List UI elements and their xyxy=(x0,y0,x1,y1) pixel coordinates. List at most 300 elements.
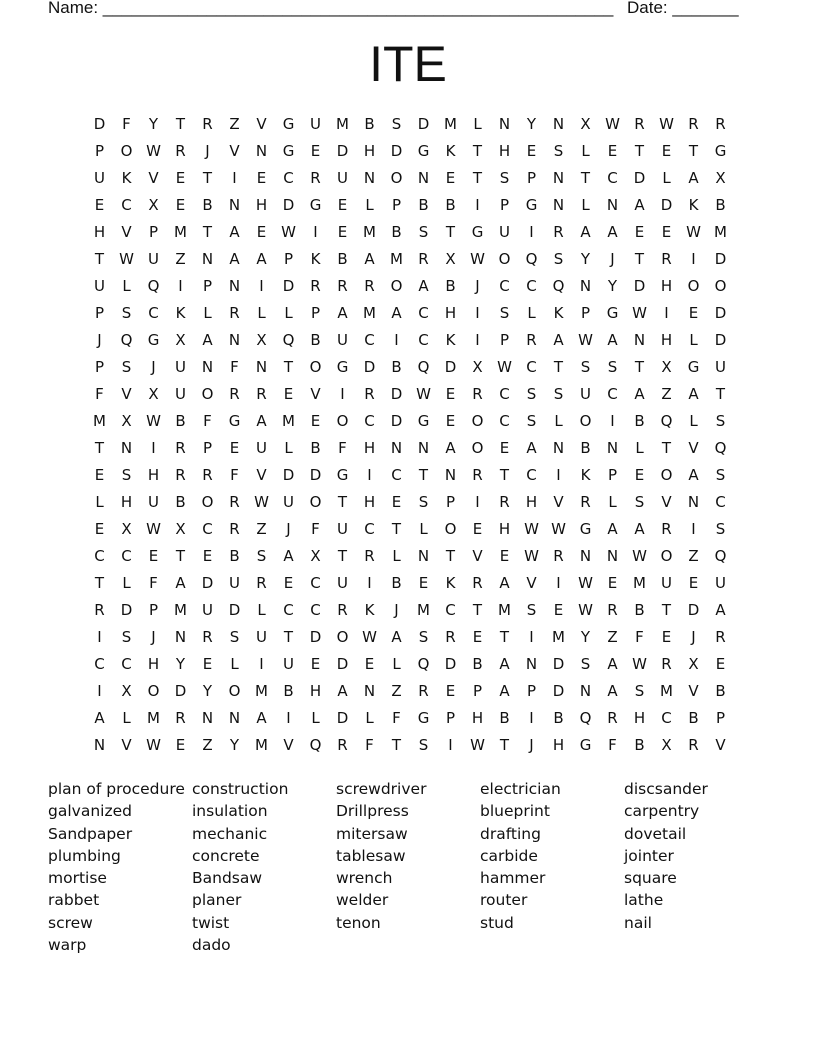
grid-letter: P xyxy=(202,277,213,295)
grid-letter: D xyxy=(336,142,349,160)
grid-letter: B xyxy=(202,196,213,214)
grid-letter: F xyxy=(149,574,158,592)
grid-letter: N xyxy=(228,277,241,295)
grid-letter: R xyxy=(715,115,726,133)
grid-letter: F xyxy=(122,115,131,133)
grid-letter: V xyxy=(121,223,132,241)
grid-letter: R xyxy=(661,655,672,673)
grid-letter: A xyxy=(688,385,699,403)
grid-letter: D xyxy=(714,331,727,349)
grid-letter: E xyxy=(94,466,105,484)
grid-letter: E xyxy=(526,142,537,160)
grid-letter: L xyxy=(392,655,401,673)
grid-letter: G xyxy=(417,412,430,430)
grid-letter: P xyxy=(499,196,510,214)
grid-letter: N xyxy=(174,628,187,646)
grid-letter: H xyxy=(660,277,673,295)
grid-letter: C xyxy=(310,601,321,619)
grid-letter: M xyxy=(255,682,268,700)
grid-letter: Q xyxy=(525,250,538,268)
grid-letter: G xyxy=(471,223,484,241)
grid-letter: A xyxy=(634,196,645,214)
grid-letter: T xyxy=(472,142,483,160)
word-list-item: welder xyxy=(336,891,389,910)
grid-letter: W xyxy=(605,115,620,133)
grid-letter: I xyxy=(475,304,480,322)
grid-letter: Y xyxy=(175,655,186,673)
grid-letter: O xyxy=(228,682,241,700)
grid-letter: C xyxy=(94,655,105,673)
word-list-item: mitersaw xyxy=(336,824,408,843)
grid-letter: U xyxy=(499,223,510,241)
grid-letter: B xyxy=(391,223,402,241)
grid-letter: N xyxy=(363,169,376,187)
grid-letter: I xyxy=(286,709,291,727)
grid-letter: M xyxy=(93,412,106,430)
grid-letter: M xyxy=(363,304,376,322)
grid-letter: G xyxy=(282,115,295,133)
grid-letter: L xyxy=(473,115,482,133)
grid-letter: R xyxy=(256,385,267,403)
grid-letter: I xyxy=(394,331,399,349)
grid-letter: K xyxy=(175,304,186,322)
grid-letter: F xyxy=(203,412,212,430)
grid-letter: N xyxy=(255,142,268,160)
grid-letter: E xyxy=(688,304,699,322)
word-search-grid xyxy=(86,114,734,762)
grid-letter: S xyxy=(256,547,267,565)
grid-letter: H xyxy=(633,709,646,727)
grid-letter: W xyxy=(146,520,161,538)
grid-letter: D xyxy=(444,655,457,673)
grid-letter: J xyxy=(529,736,534,754)
grid-letter: U xyxy=(202,601,213,619)
grid-letter: U xyxy=(256,439,267,457)
word-list-item: dado xyxy=(192,936,231,955)
grid-letter: R xyxy=(364,385,375,403)
grid-letter: E xyxy=(337,196,348,214)
grid-letter: O xyxy=(660,466,673,484)
grid-letter: I xyxy=(475,196,480,214)
grid-letter: W xyxy=(146,142,161,160)
grid-letter: G xyxy=(714,142,727,160)
grid-letter: P xyxy=(94,304,105,322)
grid-letter: A xyxy=(607,331,618,349)
grid-letter: P xyxy=(445,493,456,511)
grid-letter: C xyxy=(499,412,510,430)
grid-letter: G xyxy=(228,412,241,430)
grid-letter: R xyxy=(337,601,348,619)
grid-letter: A xyxy=(499,574,510,592)
grid-letter: E xyxy=(688,574,699,592)
grid-letter: I xyxy=(367,466,372,484)
grid-letter: B xyxy=(445,196,456,214)
grid-letter: M xyxy=(390,250,403,268)
grid-letter: E xyxy=(607,142,618,160)
grid-letter: W xyxy=(416,385,431,403)
grid-letter: S xyxy=(418,223,429,241)
grid-letter: S xyxy=(553,142,564,160)
grid-letter: N xyxy=(579,547,592,565)
grid-letter: K xyxy=(580,466,591,484)
grid-letter: K xyxy=(310,250,321,268)
grid-letter: C xyxy=(364,520,375,538)
grid-letter: E xyxy=(364,655,375,673)
grid-letter: S xyxy=(553,250,564,268)
grid-letter: J xyxy=(475,277,480,295)
grid-letter: E xyxy=(499,439,510,457)
word-list-item: lathe xyxy=(624,891,664,910)
grid-letter: I xyxy=(475,331,480,349)
word-list-item: wrench xyxy=(336,869,393,888)
grid-letter: W xyxy=(119,250,134,268)
grid-letter: D xyxy=(390,412,403,430)
grid-letter: L xyxy=(311,709,320,727)
grid-letter: E xyxy=(175,169,186,187)
grid-letter: E xyxy=(310,655,321,673)
grid-letter: F xyxy=(338,439,347,457)
grid-letter: W xyxy=(578,331,593,349)
grid-letter: X xyxy=(121,682,132,700)
grid-letter: C xyxy=(499,385,510,403)
grid-letter: I xyxy=(97,628,102,646)
word-list-item: drafting xyxy=(480,824,541,843)
grid-letter: I xyxy=(97,682,102,700)
grid-letter: V xyxy=(553,493,564,511)
grid-letter: S xyxy=(526,412,537,430)
grid-letter: X xyxy=(445,250,456,268)
grid-letter: D xyxy=(390,385,403,403)
grid-letter: A xyxy=(445,439,456,457)
grid-letter: K xyxy=(445,142,456,160)
grid-letter: O xyxy=(498,250,511,268)
grid-letter: R xyxy=(175,142,186,160)
grid-letter: Z xyxy=(175,250,186,268)
grid-letter: B xyxy=(391,358,402,376)
word-list-item: screw xyxy=(48,913,93,932)
grid-letter: W xyxy=(254,493,269,511)
grid-letter: B xyxy=(445,277,456,295)
grid-letter: X xyxy=(472,358,483,376)
grid-letter: N xyxy=(579,277,592,295)
grid-letter: D xyxy=(633,277,646,295)
date-field-label: Date: _______ xyxy=(627,0,739,17)
grid-letter: O xyxy=(390,277,403,295)
grid-letter: I xyxy=(232,169,237,187)
grid-letter: R xyxy=(202,628,213,646)
grid-letter: R xyxy=(310,277,321,295)
grid-letter: L xyxy=(122,277,131,295)
grid-letter: J xyxy=(691,628,696,646)
grid-letter: A xyxy=(499,655,510,673)
grid-letter: I xyxy=(178,277,183,295)
grid-letter: P xyxy=(283,250,294,268)
grid-letter: Y xyxy=(229,736,240,754)
grid-letter: L xyxy=(122,574,131,592)
grid-letter: M xyxy=(417,601,430,619)
grid-letter: H xyxy=(255,196,268,214)
grid-letter: T xyxy=(634,358,645,376)
grid-letter: T xyxy=(499,628,510,646)
grid-letter: G xyxy=(579,736,592,754)
grid-letter: C xyxy=(202,520,213,538)
grid-letter: E xyxy=(607,574,618,592)
grid-letter: R xyxy=(229,520,240,538)
grid-letter: R xyxy=(607,709,618,727)
grid-letter: C xyxy=(121,196,132,214)
grid-letter: N xyxy=(552,169,565,187)
grid-letter: X xyxy=(148,385,159,403)
grid-letter: T xyxy=(445,223,456,241)
grid-letter: M xyxy=(282,412,295,430)
grid-letter: K xyxy=(364,601,375,619)
grid-letter: P xyxy=(526,682,537,700)
grid-letter: N xyxy=(579,682,592,700)
grid-letter: J xyxy=(610,250,615,268)
grid-letter: W xyxy=(659,115,674,133)
grid-letter: R xyxy=(310,169,321,187)
grid-letter: R xyxy=(688,115,699,133)
header xyxy=(48,0,748,22)
grid-letter: V xyxy=(256,115,267,133)
grid-letter: E xyxy=(445,169,456,187)
grid-letter: L xyxy=(284,304,293,322)
grid-letter: E xyxy=(445,412,456,430)
grid-letter: W xyxy=(146,736,161,754)
grid-letter: A xyxy=(256,250,267,268)
grid-letter: G xyxy=(606,304,619,322)
grid-letter: K xyxy=(445,331,456,349)
grid-letter: V xyxy=(121,385,132,403)
grid-letter: A xyxy=(202,331,213,349)
grid-letter: N xyxy=(444,466,457,484)
word-list-item: plan of procedure xyxy=(48,780,185,798)
grid-letter: M xyxy=(498,601,511,619)
grid-letter: T xyxy=(202,223,213,241)
grid-letter: S xyxy=(715,520,726,538)
grid-letter: C xyxy=(607,169,618,187)
grid-letter: S xyxy=(121,466,132,484)
grid-letter: G xyxy=(687,358,700,376)
grid-letter: J xyxy=(151,628,156,646)
grid-letter: C xyxy=(283,601,294,619)
grid-letter: D xyxy=(282,196,295,214)
grid-letter: S xyxy=(418,736,429,754)
grid-letter: E xyxy=(283,385,294,403)
grid-letter: I xyxy=(367,574,372,592)
grid-letter: E xyxy=(94,520,105,538)
grid-letter: O xyxy=(201,493,214,511)
grid-letter: L xyxy=(392,547,401,565)
grid-letter: E xyxy=(418,574,429,592)
grid-letter: D xyxy=(660,196,673,214)
grid-letter: X xyxy=(715,169,726,187)
grid-letter: P xyxy=(445,709,456,727)
grid-letter: O xyxy=(336,628,349,646)
grid-letter: H xyxy=(147,466,160,484)
grid-letter: N xyxy=(201,358,214,376)
grid-letter: L xyxy=(527,304,536,322)
grid-letter: A xyxy=(391,628,402,646)
grid-letter: V xyxy=(526,574,537,592)
grid-letter: R xyxy=(580,493,591,511)
grid-letter: U xyxy=(580,385,591,403)
grid-letter: R xyxy=(445,628,456,646)
grid-letter: I xyxy=(151,439,156,457)
grid-letter: R xyxy=(661,520,672,538)
grid-letter: R xyxy=(472,466,483,484)
grid-letter: R xyxy=(175,439,186,457)
grid-letter: T xyxy=(94,250,105,268)
grid-letter: V xyxy=(661,493,672,511)
grid-letter: A xyxy=(634,520,645,538)
grid-letter: U xyxy=(337,574,348,592)
grid-letter: T xyxy=(580,169,591,187)
grid-letter: P xyxy=(607,466,618,484)
word-list-item: discsander xyxy=(624,780,708,798)
grid-letter: H xyxy=(444,304,457,322)
grid-letter: B xyxy=(688,709,699,727)
grid-letter: E xyxy=(715,655,726,673)
word-list-item: construction xyxy=(192,780,289,798)
grid-letter: C xyxy=(148,304,159,322)
grid-letter: U xyxy=(283,493,294,511)
grid-letter: A xyxy=(418,277,429,295)
grid-letter: L xyxy=(203,304,212,322)
word-list-item: insulation xyxy=(192,802,268,821)
grid-letter: A xyxy=(499,682,510,700)
grid-letter: Q xyxy=(147,277,160,295)
grid-letter: O xyxy=(390,169,403,187)
grid-letter: S xyxy=(607,358,618,376)
grid-letter: S xyxy=(121,358,132,376)
grid-letter: C xyxy=(418,331,429,349)
grid-letter: Q xyxy=(417,655,430,673)
grid-letter: W xyxy=(632,304,647,322)
grid-letter: S xyxy=(418,493,429,511)
grid-letter: J xyxy=(394,601,399,619)
grid-letter: I xyxy=(340,385,345,403)
grid-letter: B xyxy=(418,196,429,214)
grid-letter: W xyxy=(524,520,539,538)
grid-letter: X xyxy=(148,196,159,214)
grid-letter: L xyxy=(284,439,293,457)
grid-letter: C xyxy=(418,304,429,322)
grid-letter: H xyxy=(93,223,106,241)
grid-letter: O xyxy=(120,142,133,160)
grid-letter: N xyxy=(228,709,241,727)
grid-letter: B xyxy=(472,655,483,673)
grid-letter: R xyxy=(553,223,564,241)
grid-letter: R xyxy=(607,601,618,619)
grid-letter: R xyxy=(94,601,105,619)
grid-letter: O xyxy=(147,682,160,700)
grid-letter: T xyxy=(499,466,510,484)
word-list-item: square xyxy=(624,869,677,888)
grid-letter: Z xyxy=(229,115,240,133)
grid-letter: Y xyxy=(580,628,591,646)
grid-letter: Z xyxy=(391,682,402,700)
grid-letter: A xyxy=(688,169,699,187)
grid-letter: K xyxy=(121,169,132,187)
grid-letter: Y xyxy=(202,682,213,700)
grid-letter: E xyxy=(634,466,645,484)
grid-letter: D xyxy=(552,655,565,673)
grid-letter: B xyxy=(553,709,564,727)
grid-letter: C xyxy=(364,412,375,430)
grid-letter: G xyxy=(417,709,430,727)
grid-letter: E xyxy=(202,655,213,673)
grid-letter: V xyxy=(472,547,483,565)
grid-letter: V xyxy=(283,736,294,754)
grid-letter: A xyxy=(526,439,537,457)
grid-letter: A xyxy=(256,709,267,727)
grid-letter: M xyxy=(336,115,349,133)
grid-letter: L xyxy=(257,304,266,322)
grid-letter: X xyxy=(661,358,672,376)
grid-letter: D xyxy=(444,358,457,376)
grid-letter: O xyxy=(471,439,484,457)
grid-letter: U xyxy=(148,493,159,511)
grid-letter: I xyxy=(556,574,561,592)
grid-letter: D xyxy=(228,601,241,619)
grid-letter: X xyxy=(310,547,321,565)
grid-letter: T xyxy=(94,574,105,592)
grid-letter: H xyxy=(120,493,133,511)
grid-letter: R xyxy=(256,574,267,592)
grid-letter: V xyxy=(715,736,726,754)
grid-letter: Q xyxy=(714,547,727,565)
grid-letter: V xyxy=(688,682,699,700)
grid-letter: H xyxy=(147,655,160,673)
grid-letter: A xyxy=(175,574,186,592)
grid-letter: C xyxy=(607,385,618,403)
grid-letter: D xyxy=(174,682,187,700)
word-list-item: carbide xyxy=(480,846,538,865)
grid-letter: M xyxy=(255,736,268,754)
grid-letter: H xyxy=(525,493,538,511)
grid-letter: C xyxy=(715,493,726,511)
grid-letter: D xyxy=(714,304,727,322)
grid-letter: A xyxy=(607,520,618,538)
grid-letter: X xyxy=(661,736,672,754)
grid-letter: A xyxy=(229,250,240,268)
grid-letter: B xyxy=(634,601,645,619)
grid-letter: Q xyxy=(417,358,430,376)
grid-letter: L xyxy=(635,439,644,457)
grid-letter: A xyxy=(337,682,348,700)
grid-letter: D xyxy=(363,358,376,376)
grid-letter: N xyxy=(687,493,700,511)
word-list-item: Bandsaw xyxy=(192,869,263,888)
grid-letter: O xyxy=(309,493,322,511)
grid-letter: R xyxy=(229,493,240,511)
word-list-item: router xyxy=(480,891,528,910)
grid-letter: W xyxy=(524,547,539,565)
grid-letter: X xyxy=(121,520,132,538)
grid-letter: X xyxy=(175,331,186,349)
grid-letter: E xyxy=(202,547,213,565)
grid-letter: S xyxy=(715,412,726,430)
grid-letter: B xyxy=(580,439,591,457)
grid-letter: D xyxy=(633,169,646,187)
grid-letter: W xyxy=(632,547,647,565)
word-list-item: jointer xyxy=(624,846,674,865)
grid-letter: D xyxy=(282,466,295,484)
grid-letter: N xyxy=(552,115,565,133)
grid-letter: A xyxy=(607,655,618,673)
grid-letter: D xyxy=(390,142,403,160)
